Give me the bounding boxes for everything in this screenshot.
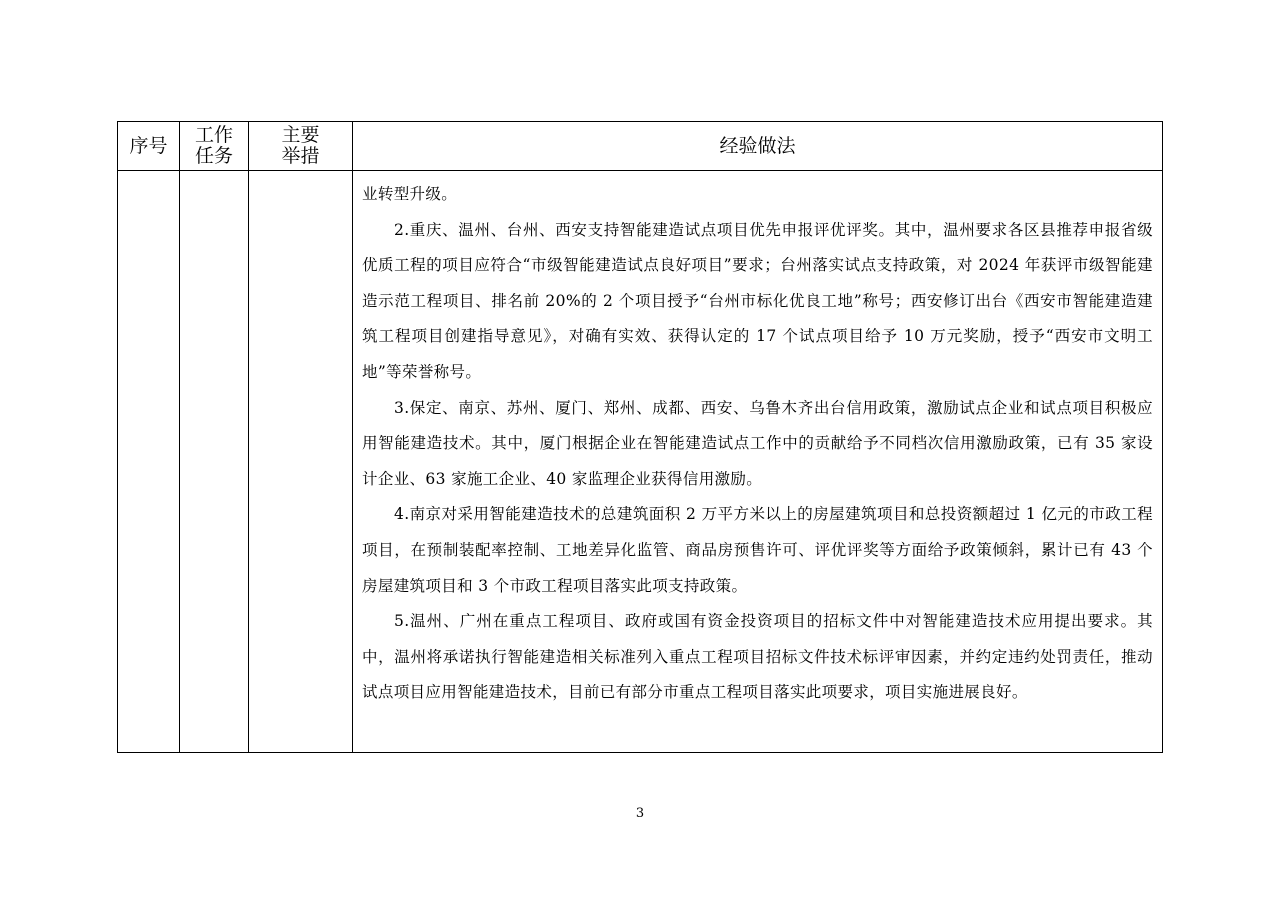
page-number: 3 [635,806,645,821]
header-seq: 序号 [118,122,180,171]
paragraph-item-3: 3.保定、南京、苏州、厦门、郑州、成都、西安、乌鲁木齐出台信用政策，激励试点企业和试点项目积极应用智能建造技术。其中，厦门根据企业在智能建造试点工作中的贡献给予不同档次信用激励政策，已有 35 家设计企业、63 家施工企业、40 家监理企业获得信用激励。 [362,398,1153,488]
experience-table [117,121,1163,753]
header-measure-label: 主要 举措 [281,124,320,167]
header-task-label: 工作 任务 [194,124,233,167]
cell-measure [249,171,353,753]
cell-experience [353,171,1163,753]
header-measure [249,122,353,171]
paragraph-item-2: 2.重庆、温州、台州、西安支持智能建造试点项目优先申报评优评奖。其中，温州要求各区县推荐申报省级优质工程的项目应符合“市级智能建造试点良好项目”要求；台州落实试点支持政策，对 2024 年获评市级智能建造示范工程项目、排名前 20%的 2 个项目授予“台州市标化优良工地”称号；西安修订出台《西安市智能建造建筑工程项目创建指导意见》，对确有实效、获得认定的 17 个试点项目给予 10 万元奖励，授予“西安市文明工地”等荣誉称号。 [362,220,1153,381]
cell-task [180,171,249,753]
cell-seq [118,171,180,753]
paragraph-continuation: 业转型升级。 [362,185,458,203]
header-task [180,122,249,171]
paragraph-item-4: 4.南京对采用智能建造技术的总建筑面积 2 万平方米以上的房屋建筑项目和总投资额超过 1 亿元的市政工程项目，在预制装配率控制、工地差异化监管、商品房预售许可、评优评奖等方面给予政策倾斜，累计已有 43 个房屋建筑项目和 3 个市政工程项目落实此项支持政策。 [362,505,1153,595]
table-header-row [118,122,1163,171]
table-row [118,171,1163,753]
header-experience: 经验做法 [353,122,1163,171]
paragraph-item-5: 5.温州、广州在重点工程项目、政府或国有资金投资项目的招标文件中对智能建造技术应用提出要求。其中，温州将承诺执行智能建造相关标准列入重点工程项目招标文件技术标评审因素，并约定违约处罚责任，推动试点项目应用智能建造技术，目前已有部分市重点工程项目落实此项要求，项目实施进展良好。 [362,612,1153,702]
